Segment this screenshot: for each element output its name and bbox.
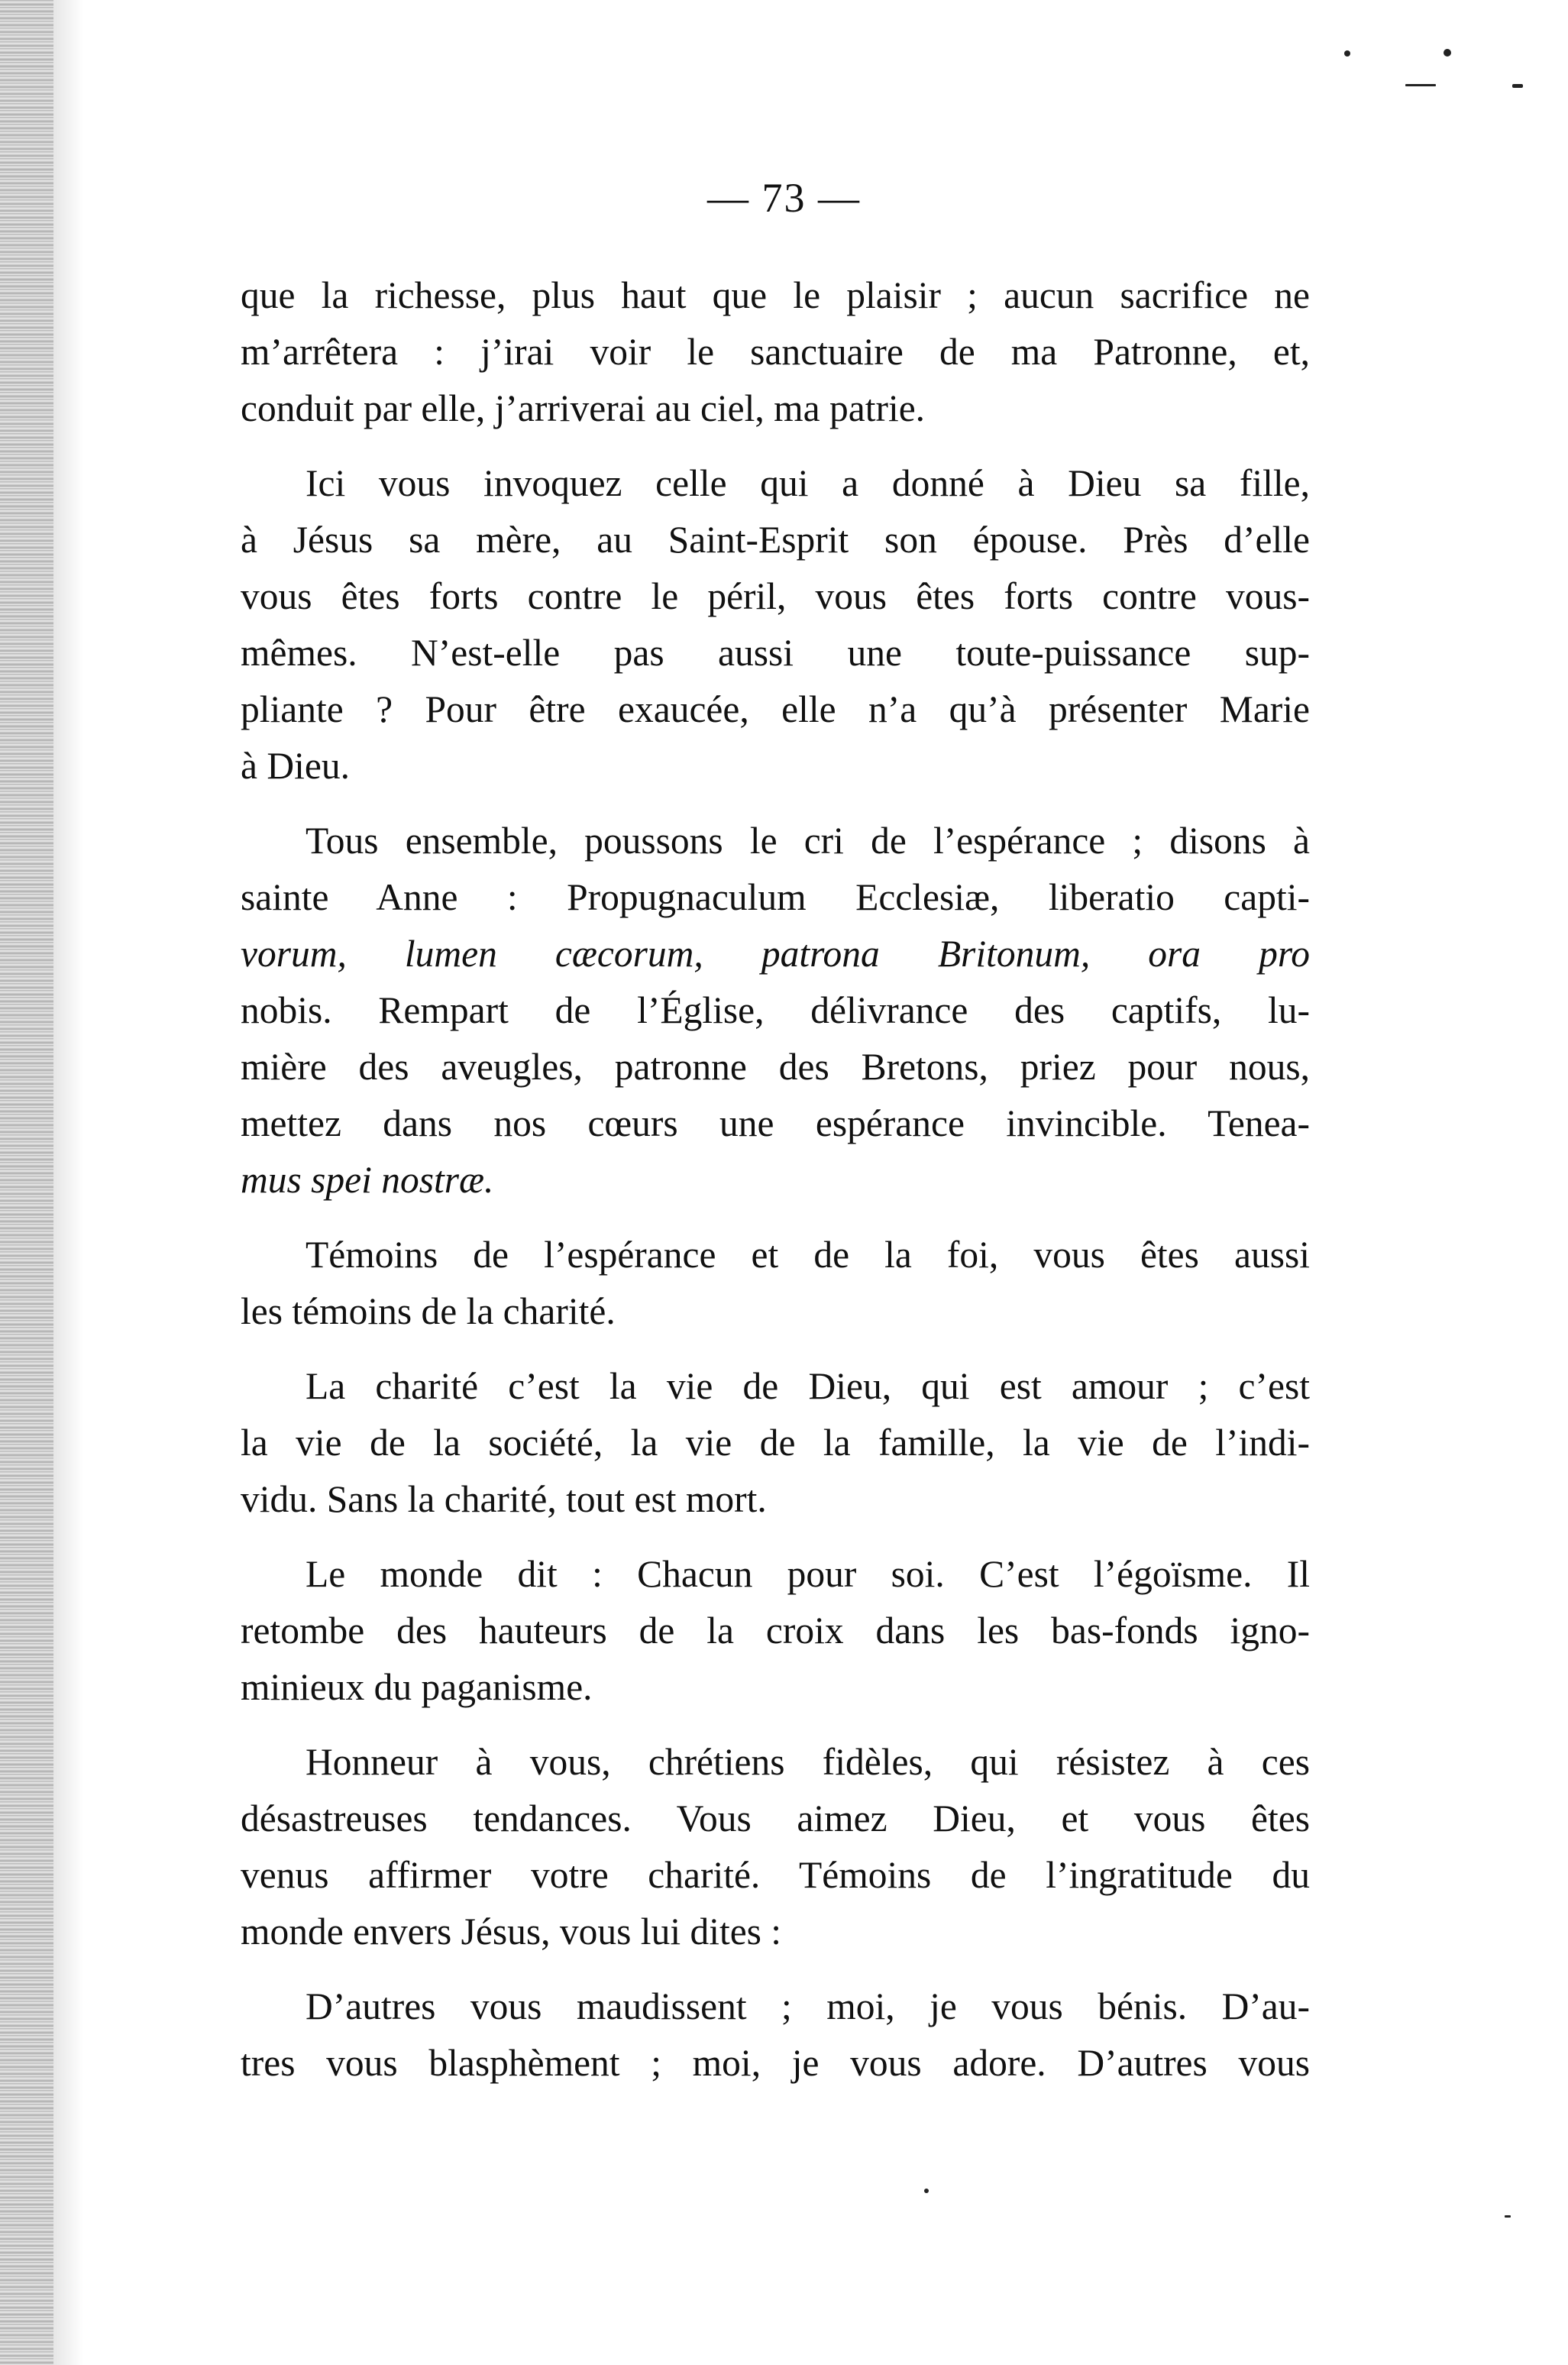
text-line: venus affirmer votre charité. Témoins de l’ingratitude du [241,1854,1310,1896]
ink-speck [1505,2215,1511,2218]
text-line: que la richesse, plus haut que le plaisir ; aucun sacrifice ne [241,274,1310,316]
text-line: pliante ? Pour être exaucée, elle n’a qu’à présenter Marie [241,688,1310,730]
paragraph-5 [241,1358,1310,1528]
text-line: Témoins de l’espérance et de la foi, vous êtes aussi [306,1234,1310,1276]
ink-speck [1444,49,1451,57]
paragraph-3 [241,813,1310,1208]
book-binding-edge [0,0,53,2365]
text-line: retombe des hauteurs de la croix dans les bas-fonds igno- [241,1610,1310,1652]
text-line: mus spei nostræ. [241,1159,494,1201]
text-line: Ici vous invoquez celle qui a donné à Dieu sa fille, [306,462,1310,504]
ink-speck [924,2189,929,2193]
text-line: mettez dans nos cœurs une espérance invincible. Tenea- [241,1102,1310,1144]
text-line: désastreuses tendances. Vous aimez Dieu, et vous êtes [241,1797,1310,1839]
ink-speck [1512,84,1523,88]
text-line: Honneur à vous, chrétiens fidèles, qui résistez à ces [306,1741,1310,1783]
text-line: Tous ensemble, poussons le cri de l’espérance ; disons à [306,820,1310,862]
text-line: nobis. Rempart de l’Église, délivrance des captifs, lu- [241,989,1310,1031]
ink-speck [1405,84,1436,86]
paragraph-8 [241,1978,1310,2092]
text-line: à Dieu. [241,745,350,787]
ink-speck [1344,50,1350,57]
page-number: — 73 — [707,175,861,221]
text-line: mêmes. N’est-elle pas aussi une toute-puissance sup- [241,632,1310,674]
text-line: vorum, lumen cæcorum, patrona Britonum, ora pro [241,933,1310,975]
paragraph-6 [241,1546,1310,1716]
text-line: vidu. Sans la charité, tout est mort. [241,1478,767,1520]
text-line: mière des aveugles, patronne des Bretons, priez pour nous, [241,1046,1310,1088]
text-line: tres vous blasphèment ; moi, je vous adore. D’autres vous [241,2042,1310,2084]
paragraph-1 [241,267,1310,437]
text-line: sainte Anne : Propugnaculum Ecclesiæ, liberatio capti- [241,876,1310,918]
text-line: minieux du paganisme. [241,1666,593,1708]
paragraph-4 [241,1227,1310,1340]
paragraph-2 [241,455,1310,794]
text-line: m’arrêtera : j’irai voir le sanctuaire de ma Patronne, et, [241,331,1310,373]
paragraph-7 [241,1734,1310,1960]
body-text [241,267,1310,2092]
text-line: les témoins de la charité. [241,1290,616,1332]
text-line: vous êtes forts contre le péril, vous êtes forts contre vous- [241,575,1310,617]
text-line: D’autres vous maudissent ; moi, je vous bénis. D’au- [306,1985,1310,2027]
text-line: conduit par elle, j’arriverai au ciel, ma patrie. [241,387,926,429]
text-line: la vie de la société, la vie de la famille, la vie de l’indi- [241,1422,1310,1464]
text-line: à Jésus sa mère, au Saint-Esprit son épouse. Près d’elle [241,519,1310,561]
text-line: monde envers Jésus, vous lui dites : [241,1910,782,1952]
text-line: Le monde dit : Chacun pour soi. C’est l’égoïsme. Il [306,1553,1310,1595]
text-line: La charité c’est la vie de Dieu, qui est amour ; c’est [306,1365,1310,1407]
